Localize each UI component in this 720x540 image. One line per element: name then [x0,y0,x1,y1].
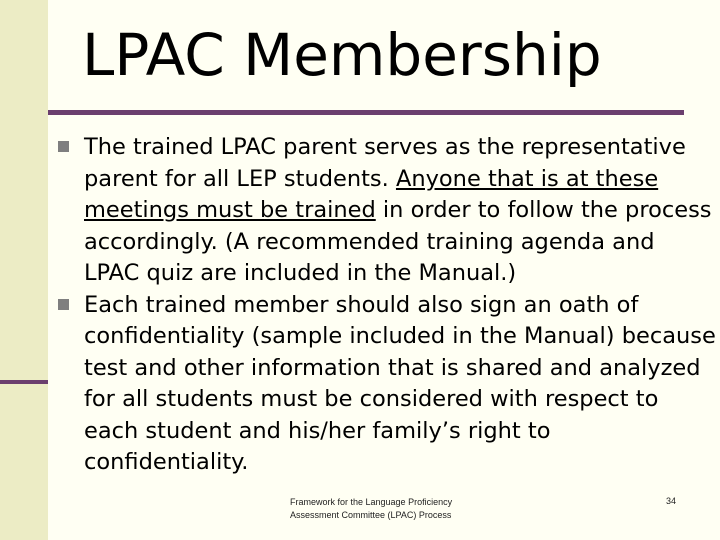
slide-title: LPAC Membership [82,21,602,89]
title-underline-rule [48,110,684,115]
left-accent-stripe [0,380,48,384]
bullet-list [56,132,716,479]
footer-line-1: Framework for the Language Proficiency [290,497,453,507]
page-number: 34 [666,496,677,506]
bullet-item-confidentiality [56,290,716,479]
left-decorative-bar [0,0,48,540]
footer-line-2: Assessment Committee (LPAC) Process [290,510,452,520]
bullet-text: Each trained member should also sign an oath of confidentiality (sample included in the Manual) because test and other information that is shared and analyzed for all students must be considered with respect to each student and his/her family’s right to confidentiality. [84,291,716,475]
bullet-text-part-1: The trained LPAC parent serves as the representative parent for all LEP students. [84,134,686,192]
square-bullet-icon [58,141,69,152]
bullet-item-trained-parent [56,132,716,290]
bullet-text-part-2: in order to follow the process accordingly. (A recommended training agenda and LPAC quiz are included in the Manual.) [84,197,712,286]
slide-footer [290,496,510,522]
bullet-underlined-text: Anyone that is at these meetings must be trained [84,165,659,223]
square-bullet-icon [58,299,69,310]
